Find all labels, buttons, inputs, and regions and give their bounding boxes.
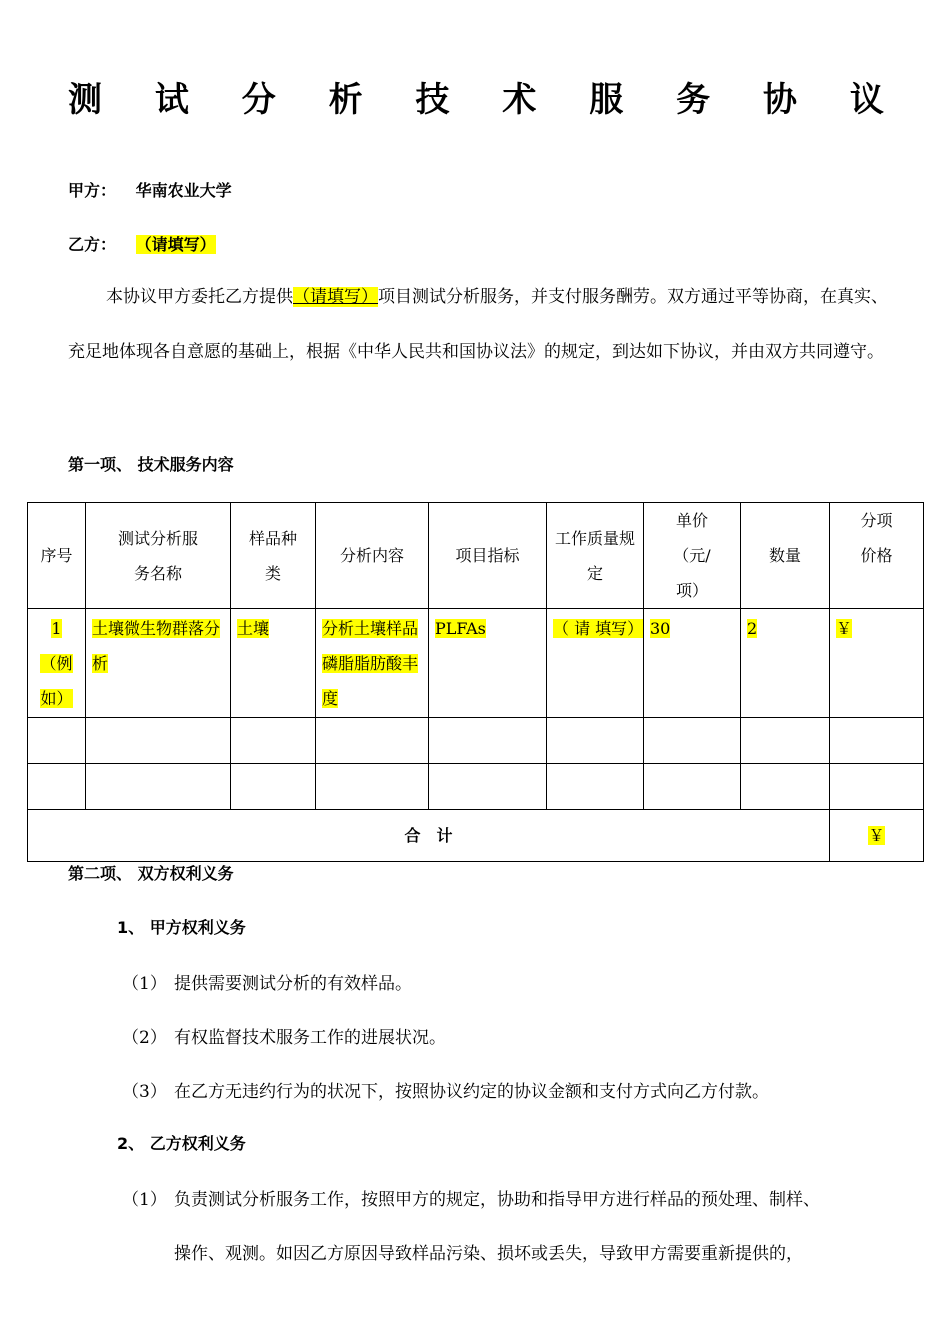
party-a-line [68, 178, 232, 201]
title-char: 服 [589, 80, 624, 120]
example-cell[interactable]: 30 [650, 619, 671, 638]
subsection-party-b: 2、 乙方权利义务 [117, 1134, 246, 1153]
example-cell[interactable]: （ 请 填写） [553, 619, 644, 638]
list-item-text: 提供需要测试分析的有效样品。 [174, 974, 412, 994]
total-value[interactable]: ￥ [868, 826, 885, 845]
header-cell: 测试分析服务名称 [86, 503, 231, 609]
list-item [122, 1023, 446, 1048]
example-cell[interactable]: 分析土壤样品磷脂脂肪酸丰度 [322, 619, 419, 708]
header-cell: 项目指标 [429, 503, 547, 609]
table-row [28, 609, 924, 718]
table-header-row [28, 503, 924, 609]
party-b-line [68, 232, 216, 255]
title-char: 务 [676, 80, 711, 120]
list-item-text: 负责测试分析服务工作，按照甲方的规定，协助和指导甲方进行样品的预处理、制样、 [174, 1190, 820, 1210]
title-char: 协 [763, 80, 797, 120]
party-a-label: 甲方： [68, 181, 117, 200]
section-1-heading: 第一项、 技术服务内容 [68, 455, 234, 474]
intro-paragraph [68, 270, 888, 380]
table-row [28, 718, 924, 764]
table-total-row [28, 810, 924, 862]
list-item [122, 969, 412, 994]
party-b-label: 乙方： [68, 235, 117, 254]
title-char: 议 [849, 80, 884, 120]
header-cell: 单价（元/项） [644, 503, 741, 609]
list-item [122, 1185, 820, 1210]
list-item [122, 1077, 769, 1102]
list-item-number: （1） [122, 1190, 167, 1210]
title-char: 测 [68, 80, 102, 120]
title-char: 析 [328, 80, 363, 120]
example-cell[interactable]: PLFAs [435, 619, 486, 638]
header-cell: 序号 [28, 503, 86, 609]
title-char: 试 [154, 80, 189, 120]
party-a-value: 华南农业大学 [135, 181, 232, 200]
example-cell[interactable]: 土壤微生物群落分析 [92, 619, 221, 673]
example-cell[interactable]: 1（例如） [40, 619, 73, 708]
title-char: 分 [241, 80, 276, 120]
subsection-party-a: 1、 甲方权利义务 [117, 918, 246, 937]
list-item-text: 有权监督技术服务工作的进展状况。 [174, 1028, 446, 1048]
section-2-heading: 第二项、 双方权利义务 [68, 864, 234, 883]
header-cell: 分项价格 [830, 503, 924, 609]
header-cell: 工作质量规定 [547, 503, 644, 609]
intro-after: 项目测试分析服务，并支付服务酬劳。双方通过平等协商，在真实、充足地体现各自意愿的基础上，根据《中华人民共和国协议法》的规定，到达如下协议，并由双方共同遵守。 [68, 287, 888, 362]
intro-fill[interactable]: （请填写） [293, 287, 378, 307]
header-cell: 数量 [741, 503, 830, 609]
header-cell: 样品种类 [231, 503, 316, 609]
document-title [68, 72, 884, 121]
list-item-text: 在乙方无违约行为的状况下，按照协议约定的协议金额和支付方式向乙方付款。 [174, 1082, 769, 1102]
total-label: 合 计 [28, 810, 830, 862]
list-item-number: （2） [122, 1028, 167, 1048]
intro-before: 本协议甲方委托乙方提供 [106, 287, 293, 307]
example-cell[interactable]: ￥ [836, 619, 853, 638]
example-cell[interactable]: 2 [747, 619, 758, 638]
table-row [28, 764, 924, 810]
service-table [27, 502, 924, 862]
list-item-number: （1） [122, 974, 167, 994]
party-b-fill[interactable]: （请填写） [135, 235, 216, 254]
header-cell: 分析内容 [316, 503, 429, 609]
list-item-number: （3） [122, 1082, 167, 1102]
title-char: 术 [502, 80, 537, 120]
list-item-continuation: 操作、观测。如因乙方原因导致样品污染、损坏或丢失，导致甲方需要重新提供的， [174, 1244, 803, 1264]
example-cell[interactable]: 土壤 [237, 619, 270, 638]
title-char: 技 [415, 80, 450, 120]
